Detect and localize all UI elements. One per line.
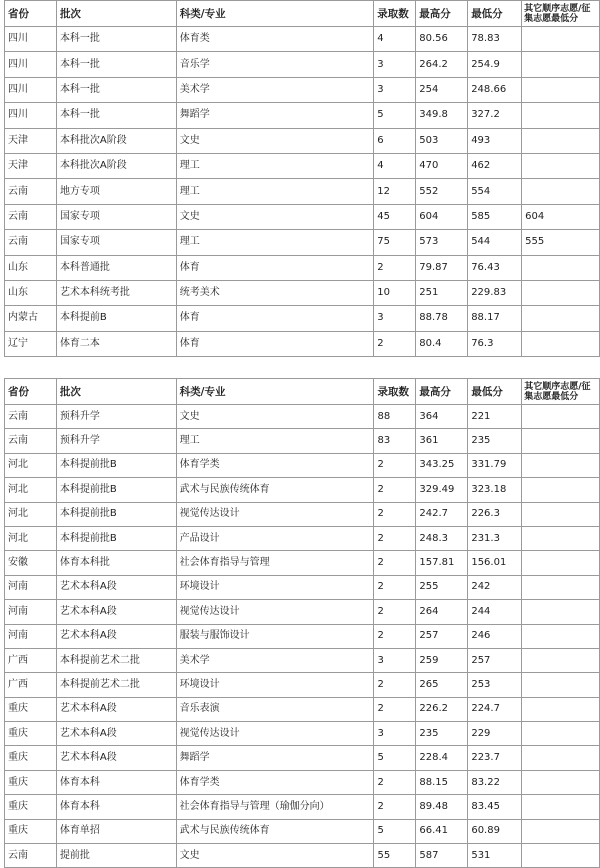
cell-min-score: 231.3 (468, 526, 522, 550)
cell-province: 四川 (5, 27, 57, 52)
cell-admitted: 83 (374, 429, 416, 453)
cell-province: 重庆 (5, 697, 57, 721)
cell-category: 体育类 (176, 27, 374, 52)
cell-category: 社会体育指导与管理 (176, 551, 374, 575)
cell-max-score: 242.7 (416, 502, 468, 526)
cell-batch: 本科提前批B (56, 526, 176, 550)
cell-batch: 本科提前B (56, 306, 176, 331)
cell-min-score: 76.43 (468, 255, 522, 280)
cell-min-score: 235 (468, 429, 522, 453)
cell-admitted: 5 (374, 819, 416, 843)
cell-province: 河南 (5, 624, 57, 648)
cell-category: 美术学 (176, 648, 374, 672)
table-header-row (5, 1, 600, 27)
cell-category: 服装与服饰设计 (176, 624, 374, 648)
cell-max-score: 235 (416, 722, 468, 746)
table-row (5, 600, 600, 624)
cell-category: 文史 (176, 128, 374, 153)
cell-other-min (522, 128, 600, 153)
cell-category: 舞蹈学 (176, 103, 374, 128)
cell-max-score: 361 (416, 429, 468, 453)
header-min-score: 最低分 (468, 379, 522, 405)
cell-other-min (522, 697, 600, 721)
cell-category: 文史 (176, 844, 374, 868)
cell-other-min (522, 153, 600, 178)
cell-min-score: 156.01 (468, 551, 522, 575)
cell-min-score: 223.7 (468, 746, 522, 770)
cell-batch: 本科一批 (56, 27, 176, 52)
cell-province: 山东 (5, 280, 57, 305)
cell-min-score: 323.18 (468, 478, 522, 502)
cell-category: 理工 (176, 153, 374, 178)
cell-max-score: 364 (416, 405, 468, 429)
cell-other-min (522, 255, 600, 280)
table-row (5, 795, 600, 819)
cell-max-score: 604 (416, 204, 468, 229)
header-batch: 批次 (56, 1, 176, 27)
cell-province: 河北 (5, 526, 57, 550)
cell-batch: 本科批次A阶段 (56, 153, 176, 178)
cell-other-min (522, 405, 600, 429)
cell-batch: 艺术本科A段 (56, 624, 176, 648)
header-other-min: 其它顺序志愿/征集志愿最低分 (522, 379, 600, 405)
cell-max-score: 573 (416, 230, 468, 255)
cell-max-score: 587 (416, 844, 468, 868)
cell-max-score: 552 (416, 179, 468, 204)
cell-min-score: 242 (468, 575, 522, 599)
cell-other-min (522, 429, 600, 453)
cell-min-score: 60.89 (468, 819, 522, 843)
cell-province: 四川 (5, 52, 57, 77)
cell-batch: 本科提前批B (56, 502, 176, 526)
cell-other-min: 555 (522, 230, 600, 255)
cell-admitted: 6 (374, 128, 416, 153)
table-row (5, 575, 600, 599)
cell-province: 内蒙古 (5, 306, 57, 331)
cell-admitted: 2 (374, 331, 416, 356)
cell-max-score: 343.25 (416, 453, 468, 477)
cell-other-min (522, 306, 600, 331)
cell-other-min (522, 819, 600, 843)
cell-max-score: 349.8 (416, 103, 468, 128)
cell-min-score: 554 (468, 179, 522, 204)
cell-admitted: 55 (374, 844, 416, 868)
cell-province: 辽宁 (5, 331, 57, 356)
cell-category: 视觉传达设计 (176, 502, 374, 526)
cell-batch: 本科一批 (56, 52, 176, 77)
table-row (5, 648, 600, 672)
cell-other-min (522, 722, 600, 746)
cell-other-min (522, 27, 600, 52)
cell-max-score: 157.81 (416, 551, 468, 575)
cell-province: 河南 (5, 575, 57, 599)
table-row (5, 526, 600, 550)
cell-category: 环境设计 (176, 673, 374, 697)
cell-max-score: 66.41 (416, 819, 468, 843)
cell-admitted: 75 (374, 230, 416, 255)
cell-max-score: 80.56 (416, 27, 468, 52)
cell-admitted: 4 (374, 153, 416, 178)
table-row (5, 52, 600, 77)
cell-batch: 体育本科 (56, 770, 176, 794)
cell-batch: 国家专项 (56, 204, 176, 229)
cell-min-score: 248.66 (468, 77, 522, 102)
cell-batch: 体育单招 (56, 819, 176, 843)
cell-admitted: 2 (374, 453, 416, 477)
cell-category: 理工 (176, 179, 374, 204)
cell-other-min (522, 52, 600, 77)
cell-admitted: 12 (374, 179, 416, 204)
cell-admitted: 2 (374, 770, 416, 794)
cell-max-score: 88.15 (416, 770, 468, 794)
cell-batch: 艺术本科A段 (56, 722, 176, 746)
cell-min-score: 76.3 (468, 331, 522, 356)
cell-province: 四川 (5, 103, 57, 128)
cell-province: 河北 (5, 502, 57, 526)
table-row (5, 306, 600, 331)
cell-max-score: 80.4 (416, 331, 468, 356)
cell-batch: 本科一批 (56, 77, 176, 102)
cell-batch: 地方专项 (56, 179, 176, 204)
cell-admitted: 3 (374, 306, 416, 331)
cell-batch: 预科升学 (56, 429, 176, 453)
cell-category: 社会体育指导与管理（瑜伽分向） (176, 795, 374, 819)
cell-batch: 本科提前批B (56, 453, 176, 477)
table-row (5, 331, 600, 356)
cell-batch: 本科普通批 (56, 255, 176, 280)
cell-admitted: 45 (374, 204, 416, 229)
cell-other-min (522, 770, 600, 794)
cell-other-min (522, 331, 600, 356)
cell-admitted: 2 (374, 600, 416, 624)
cell-max-score: 254 (416, 77, 468, 102)
cell-province: 云南 (5, 230, 57, 255)
cell-min-score: 544 (468, 230, 522, 255)
table-row (5, 624, 600, 648)
cell-batch: 本科批次A阶段 (56, 128, 176, 153)
cell-admitted: 3 (374, 648, 416, 672)
cell-min-score: 83.45 (468, 795, 522, 819)
cell-admitted: 2 (374, 575, 416, 599)
cell-max-score: 228.4 (416, 746, 468, 770)
cell-other-min (522, 478, 600, 502)
cell-batch: 艺术本科统考批 (56, 280, 176, 305)
cell-batch: 本科提前艺术二批 (56, 648, 176, 672)
cell-province: 云南 (5, 405, 57, 429)
admission-table-2 (4, 378, 600, 868)
table-row (5, 478, 600, 502)
cell-other-min: 604 (522, 204, 600, 229)
header-admitted: 录取数 (374, 1, 416, 27)
table-row (5, 770, 600, 794)
header-admitted: 录取数 (374, 379, 416, 405)
cell-batch: 艺术本科A段 (56, 746, 176, 770)
cell-admitted: 2 (374, 255, 416, 280)
header-max-score: 最高分 (416, 1, 468, 27)
cell-other-min (522, 551, 600, 575)
table-row (5, 502, 600, 526)
header-province: 省份 (5, 379, 57, 405)
cell-province: 天津 (5, 128, 57, 153)
table-row (5, 255, 600, 280)
cell-max-score: 264.2 (416, 52, 468, 77)
table-gap (0, 364, 600, 378)
table-row (5, 153, 600, 178)
cell-max-score: 470 (416, 153, 468, 178)
cell-batch: 本科提前艺术二批 (56, 673, 176, 697)
cell-batch: 本科一批 (56, 103, 176, 128)
cell-batch: 体育本科批 (56, 551, 176, 575)
admission-table-1 (4, 0, 600, 357)
cell-min-score: 221 (468, 405, 522, 429)
cell-min-score: 331.79 (468, 453, 522, 477)
table-row (5, 179, 600, 204)
cell-province: 重庆 (5, 795, 57, 819)
table-row (5, 204, 600, 229)
table-row (5, 405, 600, 429)
table-row (5, 844, 600, 868)
header-max-score: 最高分 (416, 379, 468, 405)
cell-admitted: 2 (374, 697, 416, 721)
cell-province: 河北 (5, 478, 57, 502)
header-category: 科类/专业 (176, 379, 374, 405)
cell-max-score: 88.78 (416, 306, 468, 331)
cell-min-score: 253 (468, 673, 522, 697)
cell-batch: 体育二本 (56, 331, 176, 356)
cell-batch: 艺术本科A段 (56, 575, 176, 599)
cell-category: 产品设计 (176, 526, 374, 550)
table-header-row (5, 379, 600, 405)
table-row (5, 697, 600, 721)
cell-category: 音乐学 (176, 52, 374, 77)
cell-province: 重庆 (5, 746, 57, 770)
cell-category: 体育 (176, 255, 374, 280)
header-category: 科类/专业 (176, 1, 374, 27)
cell-province: 河南 (5, 600, 57, 624)
cell-admitted: 3 (374, 722, 416, 746)
cell-province: 重庆 (5, 722, 57, 746)
cell-other-min (522, 673, 600, 697)
header-min-score: 最低分 (468, 1, 522, 27)
cell-min-score: 246 (468, 624, 522, 648)
cell-other-min (522, 179, 600, 204)
cell-category: 文史 (176, 204, 374, 229)
cell-max-score: 257 (416, 624, 468, 648)
cell-admitted: 3 (374, 52, 416, 77)
cell-other-min (522, 844, 600, 868)
cell-other-min (522, 746, 600, 770)
cell-admitted: 3 (374, 77, 416, 102)
table-row (5, 673, 600, 697)
cell-max-score: 248.3 (416, 526, 468, 550)
cell-min-score: 226.3 (468, 502, 522, 526)
cell-min-score: 229.83 (468, 280, 522, 305)
cell-other-min (522, 280, 600, 305)
cell-province: 云南 (5, 844, 57, 868)
cell-category: 统考美术 (176, 280, 374, 305)
table-row (5, 27, 600, 52)
cell-admitted: 10 (374, 280, 416, 305)
cell-batch: 提前批 (56, 844, 176, 868)
table-row (5, 230, 600, 255)
cell-min-score: 88.17 (468, 306, 522, 331)
table-row (5, 722, 600, 746)
cell-other-min (522, 526, 600, 550)
cell-province: 重庆 (5, 819, 57, 843)
cell-other-min (522, 453, 600, 477)
cell-category: 美术学 (176, 77, 374, 102)
cell-province: 重庆 (5, 770, 57, 794)
cell-province: 云南 (5, 204, 57, 229)
cell-max-score: 89.48 (416, 795, 468, 819)
table-row (5, 453, 600, 477)
cell-batch: 艺术本科A段 (56, 600, 176, 624)
cell-category: 环境设计 (176, 575, 374, 599)
cell-admitted: 2 (374, 795, 416, 819)
cell-province: 云南 (5, 429, 57, 453)
table-row (5, 103, 600, 128)
cell-min-score: 254.9 (468, 52, 522, 77)
cell-province: 山东 (5, 255, 57, 280)
cell-max-score: 329.49 (416, 478, 468, 502)
cell-min-score: 493 (468, 128, 522, 153)
cell-category: 武术与民族传统体育 (176, 819, 374, 843)
cell-province: 河北 (5, 453, 57, 477)
cell-province: 四川 (5, 77, 57, 102)
cell-min-score: 327.2 (468, 103, 522, 128)
cell-other-min (522, 648, 600, 672)
cell-category: 视觉传达设计 (176, 600, 374, 624)
cell-max-score: 255 (416, 575, 468, 599)
cell-admitted: 88 (374, 405, 416, 429)
cell-admitted: 2 (374, 478, 416, 502)
cell-category: 体育 (176, 331, 374, 356)
cell-min-score: 83.22 (468, 770, 522, 794)
cell-min-score: 257 (468, 648, 522, 672)
cell-batch: 国家专项 (56, 230, 176, 255)
cell-category: 武术与民族传统体育 (176, 478, 374, 502)
cell-province: 广西 (5, 648, 57, 672)
cell-category: 文史 (176, 405, 374, 429)
cell-category: 舞蹈学 (176, 746, 374, 770)
cell-min-score: 585 (468, 204, 522, 229)
cell-category: 音乐表演 (176, 697, 374, 721)
cell-max-score: 226.2 (416, 697, 468, 721)
cell-batch: 艺术本科A段 (56, 697, 176, 721)
cell-category: 体育 (176, 306, 374, 331)
cell-batch: 本科提前批B (56, 478, 176, 502)
cell-min-score: 462 (468, 153, 522, 178)
cell-min-score: 224.7 (468, 697, 522, 721)
cell-province: 云南 (5, 179, 57, 204)
table-row (5, 551, 600, 575)
cell-max-score: 79.87 (416, 255, 468, 280)
table-row (5, 429, 600, 453)
cell-admitted: 2 (374, 551, 416, 575)
cell-category: 理工 (176, 429, 374, 453)
cell-admitted: 2 (374, 502, 416, 526)
table-row (5, 280, 600, 305)
cell-other-min (522, 600, 600, 624)
cell-admitted: 5 (374, 746, 416, 770)
cell-max-score: 503 (416, 128, 468, 153)
cell-max-score: 265 (416, 673, 468, 697)
cell-min-score: 531 (468, 844, 522, 868)
cell-min-score: 229 (468, 722, 522, 746)
table-row (5, 77, 600, 102)
cell-admitted: 2 (374, 624, 416, 648)
table-row (5, 128, 600, 153)
cell-other-min (522, 624, 600, 648)
header-other-min: 其它顺序志愿/征集志愿最低分 (522, 1, 600, 27)
cell-max-score: 251 (416, 280, 468, 305)
cell-admitted: 2 (374, 526, 416, 550)
cell-other-min (522, 103, 600, 128)
cell-batch: 预科升学 (56, 405, 176, 429)
cell-admitted: 5 (374, 103, 416, 128)
cell-province: 安徽 (5, 551, 57, 575)
cell-category: 体育学类 (176, 453, 374, 477)
cell-max-score: 259 (416, 648, 468, 672)
cell-other-min (522, 575, 600, 599)
cell-batch: 体育本科 (56, 795, 176, 819)
cell-admitted: 4 (374, 27, 416, 52)
cell-admitted: 2 (374, 673, 416, 697)
header-province: 省份 (5, 1, 57, 27)
table-row (5, 819, 600, 843)
cell-category: 视觉传达设计 (176, 722, 374, 746)
cell-category: 理工 (176, 230, 374, 255)
cell-min-score: 78.83 (468, 27, 522, 52)
cell-province: 广西 (5, 673, 57, 697)
cell-min-score: 244 (468, 600, 522, 624)
header-batch: 批次 (56, 379, 176, 405)
cell-other-min (522, 502, 600, 526)
cell-max-score: 264 (416, 600, 468, 624)
cell-category: 体育学类 (176, 770, 374, 794)
cell-other-min (522, 77, 600, 102)
cell-other-min (522, 795, 600, 819)
table-row (5, 746, 600, 770)
cell-province: 天津 (5, 153, 57, 178)
